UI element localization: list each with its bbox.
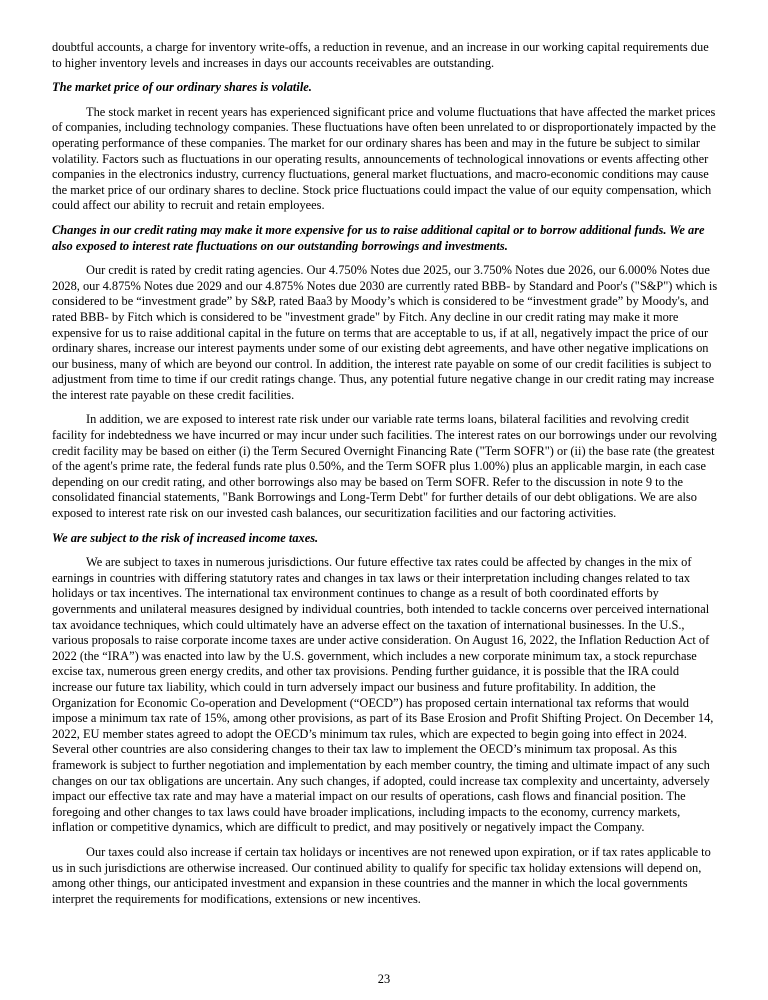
body-paragraph-share-price: The stock market in recent years has experienced significant price and volume fluctuations that have affected the market prices of companies, including technology companies. These fluctuations have often been unrelated to or disproportionately impacted by the operating performance of these companies. The market for our ordinary shares has been and may in the future be subject to similar volatility. Factors such as fluctuations in our operating results, announcements of technological innovations or events affecting other companies in the electronics industry, currency fluctuations, general market fluctuations, and macro-economic conditions may cause the market price of our ordinary shares to decline. Stock price fluctuations could impact the value of our equity compensation, which could affect our ability to recruit and retain employees. bbox=[52, 104, 716, 213]
section-heading-credit-rating: Changes in our credit rating may make it more expensive for us to raise additional capital or to borrow additional funds. We are also exposed to interest rate fluctuations on our outstanding borrowings and investments. bbox=[52, 222, 705, 253]
page-number: 23 bbox=[377, 972, 391, 986]
body-paragraph-continued: doubtful accounts, a charge for inventory write-offs, a reduction in revenue, and an increase in our working capital requirements due to higher inventory levels and increases in days our accounts receivables are outstanding. bbox=[52, 40, 709, 70]
body-paragraph-credit-rating: Our credit is rated by credit rating agencies. Our 4.750% Notes due 2025, our 3.750% Notes due 2026, our 6.000% Notes due 2028, our 4.875% Notes due 2029 and our 4.875% Notes due 2030 are currently rated BBB- by Standard and Poor's ("S&P") which is considered to be “investment grade” by S&P, rated Baa3 by Moody’s which is considered to be “investment grade” by Moody's, and rated BBB- by Fitch which is considered to be "investment grade" by Fitch. Any decline in our credit rating may make it more expensive for us to raise additional capital in the future on terms that are acceptable to us, if at all, negatively impact the price of our ordinary shares, increase our interest payments under some of our existing debt agreements, and have other negative implications on our business, many of which are beyond our control. In addition, the interest rate payable on some of our credit facilities is subject to adjustment from time to time if our credit ratings change. Thus, any potential future negative change in our credit rating may increase the interest rate payable on these credit facilities. bbox=[52, 263, 718, 402]
section-heading-income-taxes: We are subject to the risk of increased income taxes. bbox=[52, 530, 319, 545]
body-paragraph-interest-rate-risk: In addition, we are exposed to interest rate risk under our variable rate terms loans, bilateral facilities and revolving credit facility for indebtedness we have incurred or may incur under such facilities. The interest rates on our borrowings under our revolving credit facility may be based on either (i) the Term Secured Overnight Financing Rate ("Term SOFR") or (ii) the base rate (the greatest of the agent's prime rate, the federal funds rate plus 0.50%, and the Term SOFR plus 1.00%) plus an applicable margin, in each case depending on our credit rating, and other borrowings also may be based on Term SOFR. Refer to the discussion in note 9 to the consolidated financial statements, "Bank Borrowings and Long-Term Debt" for further details of our debt obligations. We are also exposed to interest rate risk on our invested cash balances, our securitization facilities and our factoring activities. bbox=[52, 412, 717, 521]
body-paragraph-tax-jurisdictions: We are subject to taxes in numerous jurisdictions. Our future effective tax rates could be affected by changes in the mix of earnings in countries with differing statutory rates and changes in tax laws or their interpretation including changes related to tax holidays or tax incentives. The international tax environment continues to change as a result of both coordinated efforts by governments and unilateral measures designed by individual countries, both intended to tackle concerns over perceived international tax avoidance techniques, which could ultimately have an adverse effect on the taxation of international businesses. In the U.S., various proposals to raise corporate income taxes are under active consideration. On August 16, 2022, the Inflation Reduction Act of 2022 (the “IRA”) was enacted into law by the U.S. government, which includes a new corporate minimum tax, a stock repurchase excise tax, numerous green energy credits, and other tax provisions. Pending further guidance, it is possible that the IRA could increase our future tax liability, which could in turn adversely impact our business and future profitability. In addition, the Organization for Economic Co-operation and Development (“OECD”) has proposed certain international tax reforms that would impose a minimum tax rate of 15%, among other provisions, as part of its Base Erosion and Profit Shifting Project. On December 14, 2022, EU member states agreed to adopt the OECD’s minimum tax rules, which are expected to begin going into effect in 2024. Several other countries are also considering changes to their tax law to implement the OECD’s minimum tax proposal. As this framework is subject to further negotiation and implementation by each member country, the timing and ultimate impact of any such changes on our tax obligations are uncertain. Any such changes, if adopted, could increase tax complexity and uncertainty, adversely impact our effective tax rate and may have a material impact on our results of operations, cash flows and financial position. The foregoing and other changes to tax laws could have broader implications, including impacts to the economy, currency markets, inflation or competitive dynamics, which are difficult to predict, and may positively or negatively impact the Company. bbox=[52, 555, 714, 835]
section-heading-share-price-volatility: The market price of our ordinary shares is volatile. bbox=[52, 80, 312, 95]
body-paragraph-tax-holidays: Our taxes could also increase if certain tax holidays or incentives are not renewed upon expiration, or if tax rates applicable to us in such jurisdictions are otherwise increased. Our continued ability to qualify for specific tax holiday extensions will depend on, among other things, our anticipated investment and expansion in these countries and the manner in which the local governments interpret the requirements for modifications, extensions or new incentives. bbox=[52, 844, 711, 906]
